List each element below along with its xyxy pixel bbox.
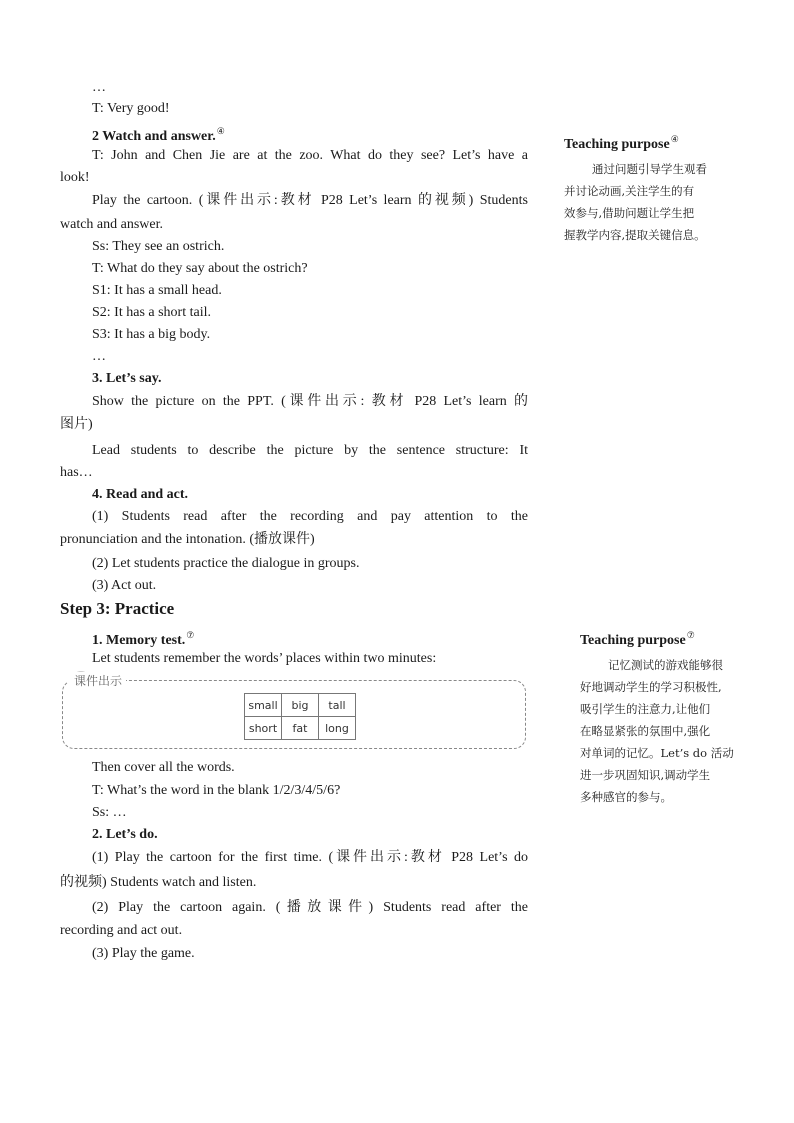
- note-line: 通过问题引导学生观看: [592, 162, 707, 176]
- word-cell: tall: [319, 694, 356, 717]
- word-grid-row: [245, 694, 356, 717]
- step-heading: Step 3: Practice: [60, 599, 175, 618]
- paragraph-line: Lead students to describe the picture by the sentence structure: It: [92, 443, 528, 458]
- teaching-purpose-note-7: [580, 624, 780, 808]
- ellipsis-line: …: [92, 80, 106, 95]
- paragraph-line: 的视频) Students watch and listen.: [60, 875, 257, 890]
- note-line: 并讨论动画,关注学生的有: [564, 184, 695, 198]
- note-line: 好地调动学生的学习积极性,: [580, 680, 722, 694]
- teacher-line: T: Very good!: [92, 101, 170, 116]
- note-line: 效参与,借助问题让学生把: [564, 206, 695, 220]
- paragraph-line: Then cover all the words.: [92, 760, 235, 775]
- student-line: S1: It has a small head.: [92, 283, 222, 298]
- paragraph-line: look!: [60, 170, 90, 185]
- paragraph-line: 图片): [60, 417, 93, 432]
- paragraph-line: Play the cartoon. (课件出示:教材 P28 Let’s learn 的视频) Students: [92, 193, 528, 208]
- note-title: [580, 624, 780, 652]
- note-line: 记忆测试的游戏能够很: [608, 658, 723, 672]
- footnote-marker: ④: [670, 134, 679, 144]
- teacher-line: T: What do they say about the ostrich?: [92, 261, 308, 276]
- student-line: S2: It has a short tail.: [92, 305, 211, 320]
- section-heading-memory-test: [92, 626, 194, 650]
- heading-text: 1. Memory test.: [92, 633, 186, 648]
- note-line: 握教学内容,提取关键信息。: [564, 228, 706, 242]
- footnote-marker: ⑦: [186, 630, 195, 640]
- courseware-label: 课件出示: [68, 672, 126, 689]
- paragraph-line: (2) Let students practice the dialogue in groups.: [92, 556, 360, 571]
- word-cell: big: [282, 694, 319, 717]
- paragraph-line: (1) Play the cartoon for the first time. (课件出示:教材 P28 Let’s do: [92, 850, 528, 865]
- paragraph-line: T: John and Chen Jie are at the zoo. What do they see? Let’s have a: [92, 148, 528, 163]
- note-line: 进一步巩固知识,调动学生: [580, 768, 711, 782]
- students-line: Ss: They see an ostrich.: [92, 239, 225, 254]
- word-cell: fat: [282, 717, 319, 740]
- footnote-marker: ④: [216, 126, 225, 136]
- paragraph-line: (2) Play the cartoon again. (播放课件) Students read after the: [92, 900, 528, 915]
- note-line: 对单词的记忆。Let’s do 活动: [580, 746, 734, 760]
- note-line: 吸引学生的注意力,让他们: [580, 702, 711, 716]
- word-cell: short: [245, 717, 282, 740]
- paragraph-line: has…: [60, 465, 93, 480]
- note-title-text: Teaching purpose: [580, 633, 686, 648]
- note-body: [564, 158, 764, 246]
- word-grid: [244, 693, 356, 740]
- note-line: 多种感官的参与。: [580, 790, 672, 804]
- paragraph-line: (3) Act out.: [92, 578, 157, 593]
- teacher-line: T: What’s the word in the blank 1/2/3/4/5/6?: [92, 783, 341, 798]
- word-cell: long: [319, 717, 356, 740]
- note-title-text: Teaching purpose: [564, 137, 670, 152]
- section-heading-lets-say: 3. Let’s say.: [92, 371, 162, 386]
- section-heading-read-and-act: 4. Read and act.: [92, 487, 189, 502]
- students-line: Ss: …: [92, 805, 127, 820]
- teaching-purpose-note-4: [564, 128, 764, 246]
- paragraph-line: recording and act out.: [60, 923, 183, 938]
- word-cell: small: [245, 694, 282, 717]
- heading-text: 2 Watch and answer.: [92, 129, 216, 144]
- paragraph-line: Show the picture on the PPT. (课件出示: 教材 P28 Let’s learn 的: [92, 394, 528, 409]
- section-heading-lets-do: 2. Let’s do.: [92, 827, 158, 842]
- word-grid-row: [245, 717, 356, 740]
- paragraph-line: watch and answer.: [60, 217, 164, 232]
- student-line: S3: It has a big body.: [92, 327, 211, 342]
- paragraph-line: Let students remember the words’ places within two minutes:: [92, 651, 437, 666]
- note-line: 在略显紧张的氛围中,强化: [580, 724, 711, 738]
- footnote-marker: ⑦: [686, 630, 695, 640]
- section-heading-watch-and-answer: [92, 122, 225, 146]
- note-body: [580, 654, 780, 808]
- paragraph-line: pronunciation and the intonation. (播放课件): [60, 532, 315, 547]
- note-title: [564, 128, 764, 156]
- paragraph-line: (1) Students read after the recording and pay attention to the: [92, 509, 528, 524]
- paragraph-line: (3) Play the game.: [92, 946, 195, 961]
- ellipsis-line: …: [92, 349, 106, 364]
